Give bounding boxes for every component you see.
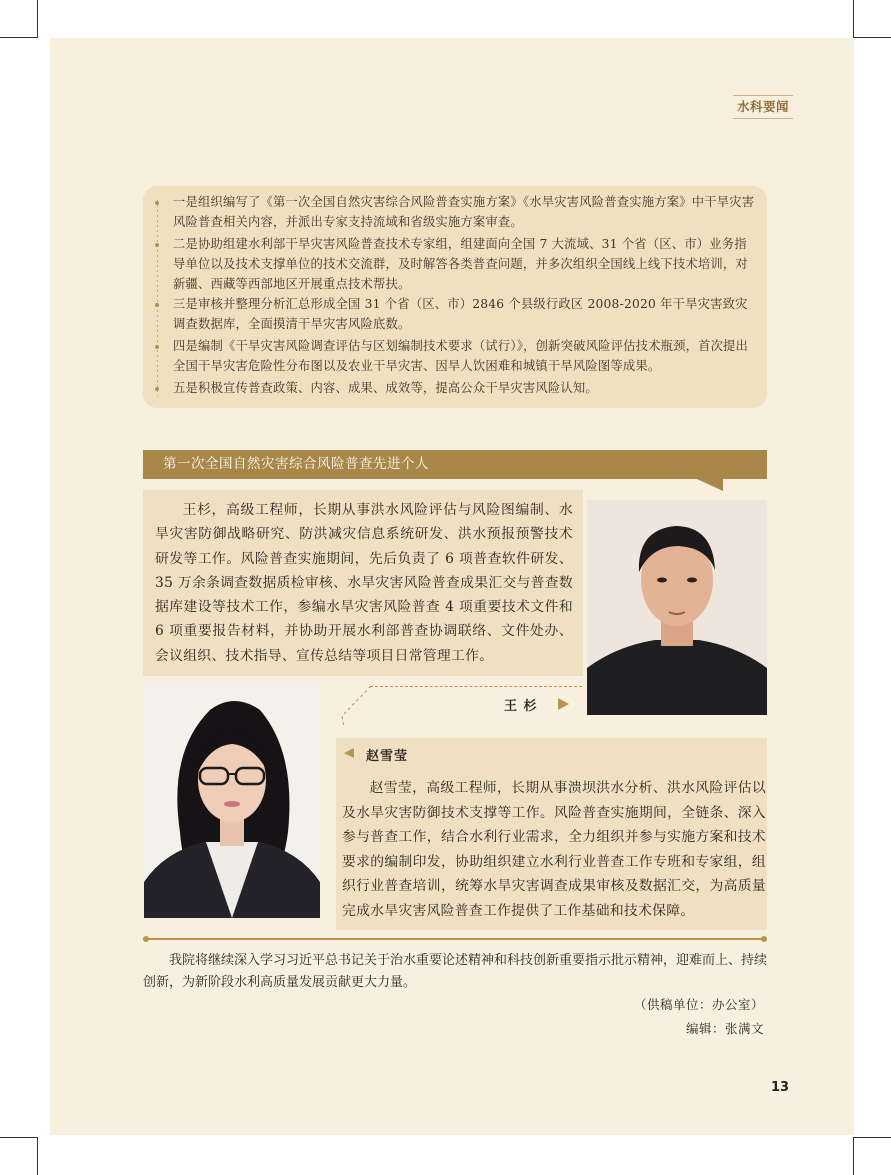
portrait-wang	[587, 500, 767, 715]
divider-dot	[761, 936, 767, 942]
bullet-dot	[155, 243, 159, 247]
crop-mark	[853, 0, 854, 38]
section-divider	[143, 938, 767, 940]
summary-item-4: 四是编制《干旱灾害风险调查评估与区划编制技术要求（试行）》，创新突破风险评估技术瓶颈，首次提出全国干旱灾害危险性分布图以及农业干旱灾害、因旱人饮困难和城镇干旱风险图等成果。	[173, 339, 749, 373]
bio-zhao-text: 赵雪莹，高级工程师，长期从事溃坝洪水分析、洪水风险评估以及水旱灾害防御技术支撑等工作。风险普查实施期间，全链条、深入参与普查工作，结合水利行业需求，全力组织并参与实施方案和技术要求的编制印发，协助组织建立水利行业普查工作专班和专家组，组织行业普查培训，统筹水旱灾害调查成果审核及数据汇交，为高质量完成水旱灾害风险普查工作提供了工作基础和技术保障。	[342, 780, 766, 919]
feature-title: 第一次全国自然灾害综合风险普查先进个人	[163, 456, 429, 472]
source-credit: （供稿单位：办公室）	[633, 997, 764, 1012]
bio-wang	[155, 498, 573, 668]
crop-mark	[853, 37, 891, 38]
closing-text: 我院将继续深入学习习近平总书记关于治水重要论述精神和科技创新重要指示批示精神，迎难而上、持续创新，为新阶段水利高质量发展贡献更大力量。	[143, 953, 768, 990]
summary-item-2: 二是协助组建水利部干旱灾害风险普查技术专家组，组建面向全国 7 大流域、31 个省（区、市）业务指导单位以及技术支撑单位的技术交流群，及时解答各类普查问题，并多次组织全国线上线下技术培训，对新疆、西藏等西部地区开展重点技术帮扶。	[173, 237, 748, 291]
crop-mark	[37, 1137, 38, 1175]
name-zhao: 赵雪莹	[366, 749, 409, 764]
bio-zhao	[342, 776, 766, 924]
name-divider-wang	[370, 686, 582, 687]
page-number: 13	[771, 1080, 790, 1095]
photo-wang	[587, 500, 767, 715]
name-wang: 王 杉	[504, 699, 538, 714]
crop-mark	[37, 0, 38, 38]
section-tag: 水科要闻	[733, 95, 793, 119]
title-bar-tail	[697, 479, 723, 491]
summary-item-3: 三是审核并整理分析汇总形成全国 31 个省（区、市）2846 个县级行政区 2008-2020 年干旱灾害致灾调查数据库，全面摸清干旱灾害风险底数。	[173, 297, 748, 331]
crop-mark	[853, 1137, 891, 1138]
crop-mark	[853, 1137, 854, 1175]
closing-paragraph	[143, 950, 767, 994]
crop-mark	[0, 37, 38, 38]
bio-wang-text: 王杉，高级工程师，长期从事洪水风险评估与风险图编制、水旱灾害防御战略研究、防洪减灾信息系统研发、洪水预报预警技术研发等工作。风险普查实施期间，先后负责了 6 项普查软件研发、35 万余条调查数据质检审核、水旱灾害风险普查成果汇交与普查数据库建设等技术工作，参编水旱灾害风险普查 4 项重要技术文件和 6 项重要报告材料，并协助开展水利部普查协调联络、文件处办、会议组织、技术指导、宣传总结等项目日常管理工作。	[155, 502, 573, 664]
bullet-dot	[155, 387, 159, 391]
bullet-dot	[155, 201, 159, 205]
bullet-connector	[157, 200, 158, 396]
pointer-right-icon	[558, 698, 569, 710]
bullet-dot	[155, 303, 159, 307]
portrait-zhao	[144, 682, 320, 918]
crop-mark	[0, 1137, 38, 1138]
summary-item-1: 一是组织编写了《第一次全国自然灾害综合风险普查实施方案》《水旱灾害风险普查实施方案》中干旱灾害风险普查相关内容，并派出专家支持流域和省级实施方案审查。	[173, 195, 755, 229]
summary-box	[143, 186, 767, 408]
bullet-dot	[155, 345, 159, 349]
photo-zhao	[144, 682, 320, 918]
pointer-left-icon	[344, 748, 354, 758]
editor-credit: 编辑：张满文	[685, 1021, 764, 1036]
summary-item-5: 五是积极宣传普查政策、内容、成果、成效等，提高公众干旱灾害风险认知。	[173, 381, 598, 395]
dash-corner-wang	[341, 686, 373, 728]
divider-dot	[143, 936, 149, 942]
